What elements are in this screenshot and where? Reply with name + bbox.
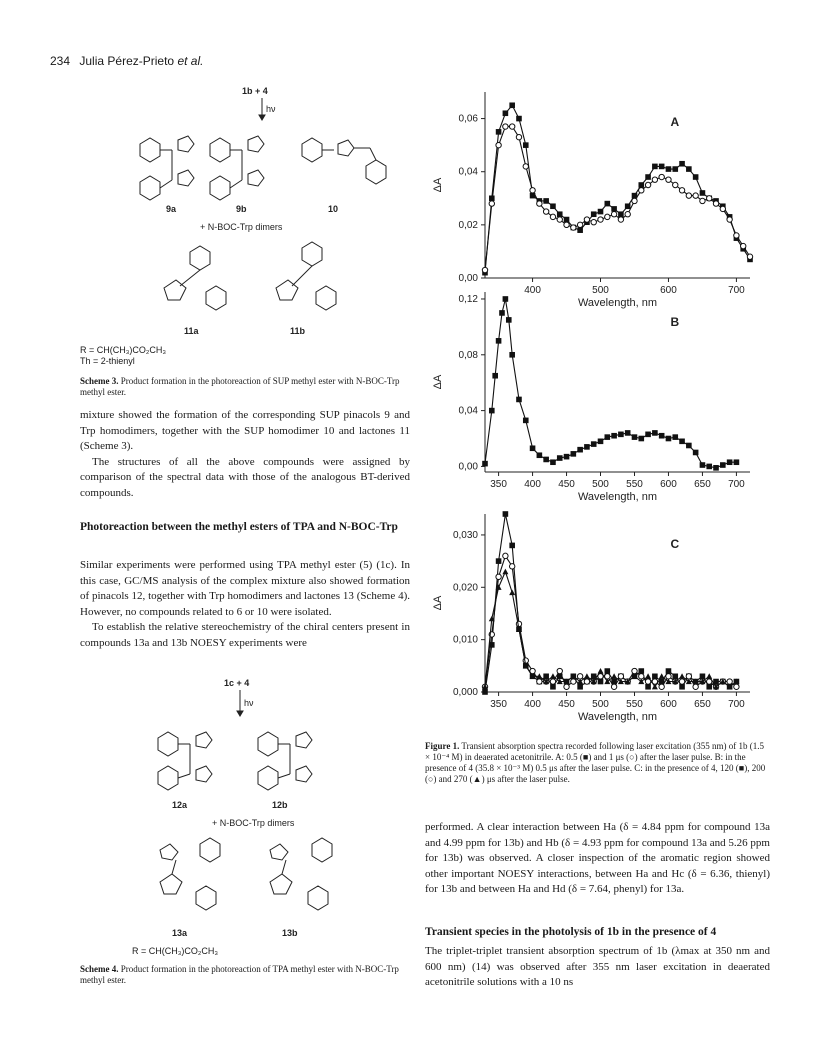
scheme-3-structures: [80, 82, 410, 342]
data-point-circle: [747, 254, 752, 259]
left-paragraphs-2: [80, 558, 410, 651]
data-point-triangle: [502, 569, 508, 575]
data-point-square: [679, 439, 685, 445]
data-point-square: [506, 317, 512, 323]
series-line: [485, 299, 736, 468]
x-tick-label: 350: [490, 699, 507, 710]
y-tick-label: 0,04: [458, 166, 478, 178]
data-point-square: [625, 430, 631, 436]
scheme4-reactants: 1c + 4: [224, 678, 250, 688]
x-tick-label: 450: [558, 699, 575, 710]
data-point-circle: [700, 198, 705, 203]
right-paragraph-1: [425, 820, 770, 898]
figure1-caption-label: Figure 1.: [425, 741, 460, 751]
data-point-square: [503, 511, 509, 517]
data-point-square: [659, 164, 665, 170]
scheme4-r-definition: R = CH(CH₃)CO₂CH₃: [132, 946, 219, 956]
data-point-square: [652, 430, 658, 436]
data-point-circle: [679, 679, 684, 684]
x-tick-label: 650: [694, 479, 711, 490]
data-point-square: [509, 102, 515, 108]
label-13a: 13a: [172, 928, 188, 938]
x-tick-label: 550: [626, 479, 643, 490]
data-point-square: [523, 418, 529, 424]
section-heading-1: Photoreaction between the methyl esters of TPA and N-BOC-Trp: [80, 521, 398, 533]
series-line: [485, 572, 736, 687]
data-point-square: [516, 397, 522, 403]
label-10: 10: [328, 204, 339, 214]
data-point-square: [706, 464, 712, 470]
data-point-circle: [584, 679, 589, 684]
paragraph: The triplet-triplet transient absorption spectrum of 1b (λmax at 350 nm and 600 nm) (14) was observed after 355 nm laser excitation in deaerated acetonitrile solutions with a 10 ns: [425, 945, 770, 988]
page-header: [50, 54, 203, 68]
data-point-square: [516, 116, 522, 122]
data-point-circle: [713, 201, 718, 206]
figure-1-charts: [425, 82, 770, 760]
data-point-square: [652, 164, 658, 170]
x-tick-label: 450: [558, 479, 575, 490]
x-tick-label: 350: [490, 479, 507, 490]
data-point-circle: [496, 142, 501, 147]
data-point-square: [550, 459, 556, 465]
y-tick-label: 0,000: [452, 687, 478, 698]
data-point-circle: [618, 217, 623, 222]
x-tick-label: 600: [660, 479, 677, 490]
data-point-square: [693, 174, 699, 180]
data-point-square: [672, 434, 678, 440]
data-point-circle: [564, 222, 569, 227]
data-point-circle: [584, 217, 589, 222]
data-point-square: [591, 441, 597, 447]
data-point-circle: [659, 174, 664, 179]
data-point-square: [598, 439, 604, 445]
y-axis-label: ΔA: [432, 374, 444, 390]
y-tick-label: 0,06: [458, 113, 478, 125]
figure1-caption: [425, 741, 770, 785]
data-point-square: [605, 668, 611, 674]
data-point-square: [564, 217, 570, 223]
data-point-circle: [543, 209, 548, 214]
data-point-circle: [625, 212, 630, 217]
data-point-square: [530, 445, 536, 451]
paragraph: performed. A clear interaction between Ha (δ = 4.84 ppm for compound 13a and 4.99 ppm for 13b) and Hb (δ = 4.93 ppm for compound 13a and 5.26 ppm for 13b) was observed. A closer inspection of the aromatic region showed other important NOESY interactions, between Ha and Hc (δ = 6.36, thienyl) for 13b and between Ha and Hd (δ = 7.64, phenyl) for 13a.: [425, 821, 770, 895]
data-point-square: [605, 201, 611, 207]
data-point-square: [706, 684, 712, 690]
figure1-caption-text: Transient absorption spectra recorded following laser excitation (355 nm) of 1b (1.5 × 10⁻⁴ M) in deaerated acetonitrile. A: 0.5 (■) and 1 μs (○) after the laser pulse. B: in the presence of 4 (35.8 × 10⁻³ M) 0.5 μs after the laser pulse. C: in the presence of 4, 120 (■), 200 (○) and 270 (▲) μs after the laser pulse.: [425, 741, 766, 784]
data-point-square: [550, 684, 556, 690]
scheme4-caption-text: Product formation in the photoreaction of TPA methyl ester with N-BOC-Trp methyl ester.: [80, 964, 399, 985]
data-point-square: [550, 203, 556, 209]
data-point-square: [679, 684, 685, 690]
data-point-triangle: [598, 668, 604, 674]
data-point-triangle: [550, 673, 556, 679]
scheme3-dimers: + N-BOC-Trp dimers: [200, 222, 283, 232]
data-point-square: [496, 129, 502, 135]
scheme4-caption: [80, 964, 410, 986]
data-point-square: [700, 673, 706, 679]
page-number: 234: [50, 54, 71, 68]
y-axis-label: ΔA: [432, 177, 444, 193]
y-tick-label: 0,00: [458, 273, 478, 284]
data-point-circle: [673, 182, 678, 187]
data-point-square: [666, 166, 672, 172]
data-point-circle: [509, 564, 514, 569]
data-point-square: [543, 198, 549, 204]
data-point-square: [591, 211, 597, 217]
data-point-circle: [645, 182, 650, 187]
y-tick-label: 0,010: [452, 634, 478, 646]
et-al: et al.: [177, 54, 204, 68]
label-12b: 12b: [272, 800, 288, 810]
data-point-circle: [611, 684, 616, 689]
label-9a: 9a: [166, 204, 177, 214]
data-point-circle: [741, 243, 746, 248]
data-point-square: [598, 679, 604, 685]
scheme3-reactants: 1b + 4: [242, 86, 268, 96]
scheme4-caption-label: Scheme 4.: [80, 964, 119, 974]
y-tick-label: 0,08: [458, 349, 478, 361]
data-point-triangle: [706, 673, 712, 679]
y-tick-label: 0,00: [458, 461, 478, 473]
data-point-square: [492, 373, 498, 379]
x-tick-label: 600: [660, 699, 677, 710]
data-point-circle: [503, 124, 508, 129]
left-paragraphs-1: [80, 408, 410, 501]
y-tick-label: 0,12: [458, 293, 478, 305]
panel-label: B: [670, 315, 680, 329]
data-point-square: [543, 457, 549, 463]
right-paragraph-2: [425, 944, 770, 991]
x-tick-label: 400: [524, 479, 541, 490]
data-point-square: [577, 684, 583, 690]
data-point-square: [584, 444, 590, 450]
data-point-circle: [516, 621, 521, 626]
data-point-circle: [693, 684, 698, 689]
data-point-square: [543, 673, 549, 679]
data-point-square: [686, 166, 692, 172]
data-point-circle: [509, 124, 514, 129]
data-point-square: [700, 190, 706, 196]
data-point-circle: [577, 674, 582, 679]
data-point-square: [598, 209, 604, 215]
scheme4-dimers: + N-BOC-Trp dimers: [212, 818, 295, 828]
data-point-square: [686, 443, 692, 449]
data-point-square: [679, 161, 685, 167]
data-point-square: [666, 436, 672, 442]
data-point-circle: [734, 233, 739, 238]
data-point-square: [672, 166, 678, 172]
data-point-square: [645, 684, 651, 690]
data-point-circle: [666, 177, 671, 182]
data-point-triangle: [584, 673, 590, 679]
data-point-circle: [652, 177, 657, 182]
data-point-square: [727, 459, 733, 465]
data-point-circle: [523, 164, 528, 169]
data-point-square: [489, 408, 495, 414]
paragraph: To establish the relative stereochemistry of the chiral centers present in compounds 13a and 13b NOESY experiments were: [80, 621, 410, 649]
data-point-square: [611, 433, 617, 439]
data-point-triangle: [659, 673, 665, 679]
data-point-circle: [666, 674, 671, 679]
data-point-square: [564, 454, 570, 460]
data-point-square: [659, 433, 665, 439]
data-point-square: [666, 668, 672, 674]
data-point-circle: [693, 193, 698, 198]
data-point-triangle: [509, 590, 515, 596]
data-point-circle: [496, 574, 501, 579]
x-tick-label: 650: [694, 699, 711, 710]
y-tick-label: 0,04: [458, 405, 478, 417]
scheme4-hv: hν: [244, 698, 254, 708]
data-point-square: [482, 689, 488, 695]
data-point-circle: [605, 214, 610, 219]
data-point-circle: [489, 201, 494, 206]
data-point-square: [503, 296, 509, 302]
data-point-circle: [686, 193, 691, 198]
x-axis-label: Wavelength, nm: [577, 711, 658, 723]
x-tick-label: 500: [592, 285, 609, 296]
data-point-square: [734, 459, 740, 465]
x-axis-label: Wavelength, nm: [577, 491, 658, 503]
x-tick-label: 400: [524, 285, 541, 296]
data-point-circle: [618, 674, 623, 679]
data-point-square: [537, 452, 543, 458]
data-point-circle: [734, 684, 739, 689]
data-point-square: [611, 206, 617, 212]
data-point-square: [577, 227, 583, 233]
data-point-circle: [564, 684, 569, 689]
data-point-square: [672, 673, 678, 679]
x-tick-label: 400: [524, 699, 541, 710]
data-point-circle: [516, 134, 521, 139]
data-point-square: [652, 673, 658, 679]
label-11b: 11b: [290, 326, 306, 336]
data-point-square: [496, 338, 502, 344]
data-point-square: [503, 110, 509, 116]
panel-label: A: [670, 115, 680, 129]
x-tick-label: 500: [592, 699, 609, 710]
data-point-circle: [639, 674, 644, 679]
data-point-circle: [550, 214, 555, 219]
data-point-circle: [632, 198, 637, 203]
data-point-square: [618, 432, 624, 438]
x-tick-label: 550: [626, 699, 643, 710]
data-point-square: [632, 434, 638, 440]
paragraph: The structures of all the above compounds were assigned by comparison of the spectral data with those of the analogous BT-derived compounds.: [80, 455, 410, 499]
label-9b: 9b: [236, 204, 247, 214]
section-heading-2: Transient species in the photolysis of 1b in the presence of 4: [425, 926, 717, 938]
data-point-square: [509, 543, 515, 549]
series-line: [485, 556, 736, 687]
label-12a: 12a: [172, 800, 188, 810]
data-point-square: [638, 182, 644, 188]
scheme3-hv: hν: [266, 104, 276, 114]
data-point-square: [577, 447, 583, 453]
data-point-circle: [530, 188, 535, 193]
y-axis-label: ΔA: [432, 595, 444, 611]
data-point-square: [700, 462, 706, 468]
data-point-circle: [537, 201, 542, 206]
data-point-circle: [632, 668, 637, 673]
data-point-square: [523, 142, 529, 148]
scheme-4-structures: [120, 674, 410, 944]
data-point-circle: [591, 220, 596, 225]
label-13b: 13b: [282, 928, 298, 938]
data-point-square: [605, 434, 611, 440]
data-point-square: [618, 211, 624, 217]
data-point-square: [713, 465, 719, 471]
data-point-square: [638, 436, 644, 442]
data-point-circle: [727, 679, 732, 684]
scheme3-th-definition: Th = 2-thienyl: [80, 356, 135, 366]
data-point-square: [693, 450, 699, 456]
y-tick-label: 0,030: [452, 529, 478, 541]
y-tick-label: 0,020: [452, 582, 478, 594]
data-point-circle: [679, 188, 684, 193]
data-point-circle: [611, 212, 616, 217]
x-tick-label: 700: [728, 285, 745, 296]
series-line: [485, 514, 736, 692]
data-point-square: [645, 174, 651, 180]
data-point-triangle: [679, 673, 685, 679]
data-point-square: [496, 558, 502, 564]
data-point-square: [720, 462, 726, 468]
x-tick-label: 600: [660, 285, 677, 296]
data-point-triangle: [645, 673, 651, 679]
data-point-circle: [598, 217, 603, 222]
data-point-circle: [720, 206, 725, 211]
data-point-circle: [686, 674, 691, 679]
scheme3-caption-text: Product formation in the photoreaction of SUP methyl ester with N-BOC-Trp methyl ester.: [80, 376, 400, 397]
data-point-square: [571, 451, 577, 457]
x-axis-label: Wavelength, nm: [577, 297, 658, 309]
data-point-square: [645, 432, 651, 438]
data-point-circle: [571, 225, 576, 230]
data-point-circle: [557, 668, 562, 673]
paragraph: mixture showed the formation of the corresponding SUP pinacols 9 and Trp homodimers, together with the SUP homodimer 10 and lactones 11 (Scheme 3).: [80, 409, 410, 452]
data-point-circle: [727, 217, 732, 222]
data-point-circle: [550, 679, 555, 684]
paragraph: Similar experiments were performed using TPA methyl ester (5) (1c). In this case, GC/MS analysis of the complex mixture also showed formation of pinacols 12, together with Trp homodimers and lactones 13 (Scheme 4). However, no compounds related to 6 or 10 were isolated.: [80, 559, 410, 618]
data-point-square: [557, 455, 563, 461]
data-point-circle: [659, 684, 664, 689]
scheme3-caption: [80, 376, 410, 398]
data-point-circle: [557, 217, 562, 222]
x-tick-label: 500: [592, 479, 609, 490]
scheme3-r-definition: R = CH(CH₃)CO₂CH₃: [80, 345, 167, 355]
data-point-square: [482, 461, 488, 467]
data-point-circle: [503, 553, 508, 558]
x-tick-label: 700: [728, 479, 745, 490]
y-tick-label: 0,02: [458, 219, 478, 231]
panel-label: C: [670, 537, 680, 551]
authors: Julia Pérez-Prieto: [79, 54, 175, 68]
data-point-square: [638, 668, 644, 674]
series-line: [485, 105, 750, 272]
data-point-circle: [523, 658, 528, 663]
data-point-circle: [482, 267, 487, 272]
data-point-square: [557, 211, 563, 217]
scheme3-caption-label: Scheme 3.: [80, 376, 119, 386]
data-point-square: [499, 310, 505, 316]
data-point-circle: [707, 196, 712, 201]
data-point-square: [509, 352, 515, 358]
data-point-circle: [639, 188, 644, 193]
data-point-circle: [537, 679, 542, 684]
data-point-square: [625, 203, 631, 209]
x-tick-label: 700: [728, 699, 745, 710]
data-point-circle: [577, 222, 582, 227]
data-point-triangle: [611, 673, 617, 679]
label-11a: 11a: [184, 326, 199, 336]
data-point-circle: [571, 679, 576, 684]
